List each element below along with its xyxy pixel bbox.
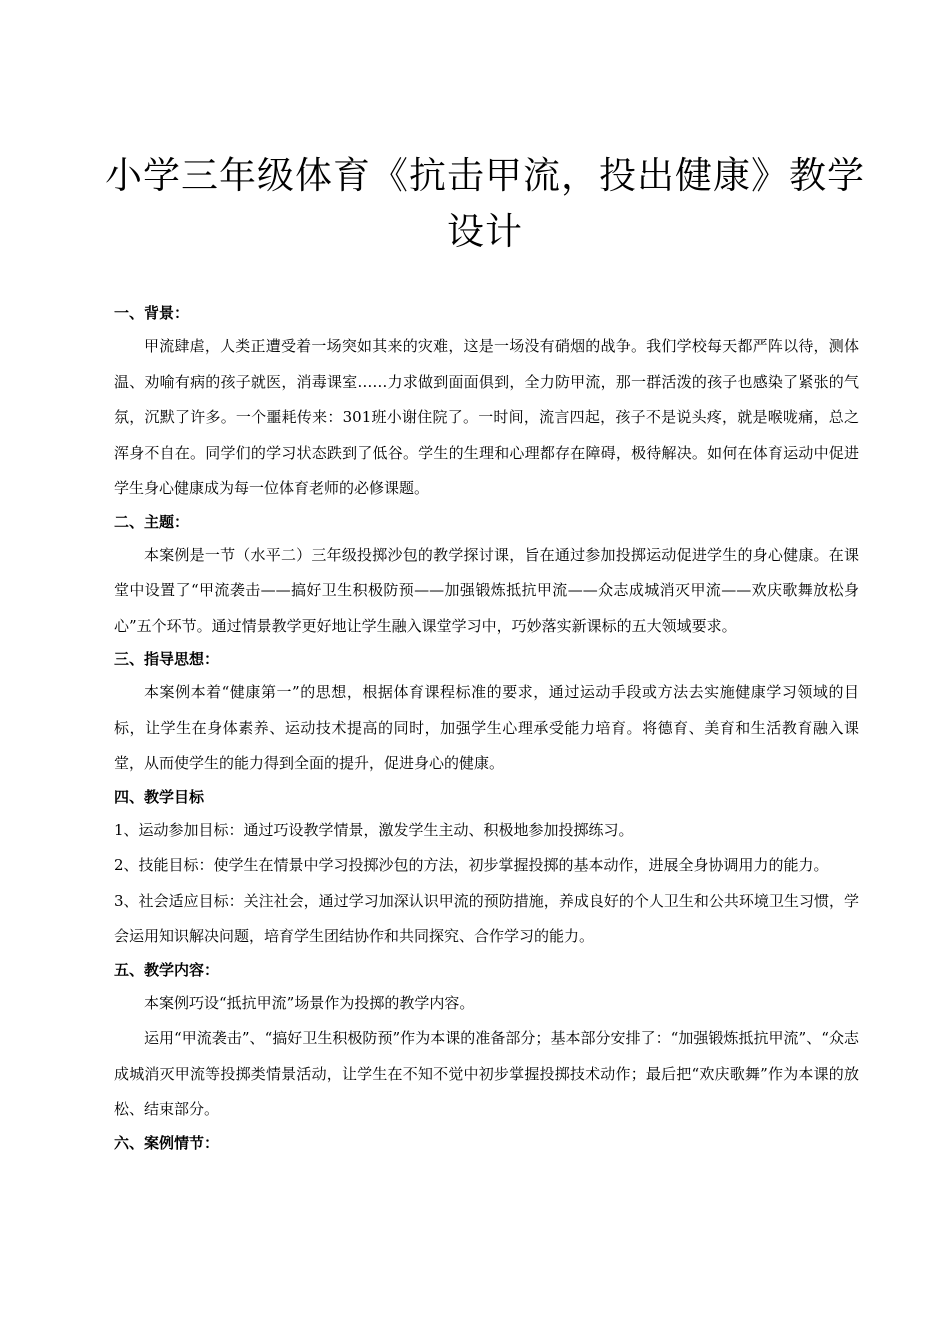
content-paragraph: 运用“甲流袭击”、“搞好卫生积极防预”作为本课的准备部分；基本部分安排了：“加强锻炼抵抗甲流”、“众志成城消灭甲流等投掷类情景活动，让学生在不知不觉中初步掌握投掷技术动作；最后把“欢庆歌舞”作为本课的放松、结束部分。 [114,1029,859,1118]
background-paragraph: 甲流肆虐，人类正遭受着一场突如其来的灾难，这是一场没有硝烟的战争。我们学校每天都严阵以待，测体温、劝喻有病的孩子就医，消毒课室……力求做到面面俱到，全力防甲流，那一群活泼的孩子也感染了紧张的气氛，沉默了许多。一个噩耗传来：301班小谢住院了。一时间，流言四起，孩子不是说头疼，就是喉咙痛，总之浑身不自在。同学们的学习状态跌到了低谷。学生的生理和心理都存在障碍，极待解决。如何在体育运动中促进学生身心健康成为每一位体育老师的必修课题。 [114,337,859,497]
section-heading-goals: 四、教学目标 [114,787,205,806]
goal-item: 1、运动参加目标：通过巧设教学情景，激发学生主动、积极地参加投掷练习。 [114,820,634,839]
section-heading-theme: 二、主题： [114,512,190,531]
section-heading-guiding: 三、指导思想： [114,650,220,668]
goal-item: 3、社会适应目标：关注社会，通过学习加深认识甲流的预防措施，养成良好的个人卫生和公共环境卫生习惯，学会运用知识解决问题，培育学生团结协作和共同探究、合作学习的能力。 [114,891,859,945]
content-paragraph: 本案例巧设“抵抗甲流”场景作为投掷的教学内容。 [144,993,475,1012]
section-heading-content: 五、教学内容： [114,960,220,979]
section-heading-background: 一、背景： [114,304,190,322]
document-title: 小学三年级体育《抗击甲流，投出健康》教学设计 [105,154,865,253]
theme-paragraph: 本案例是一节（水平二）三年级投掷沙包的教学探讨课，旨在通过参加投掷运动促进学生的身心健康。在课堂中设置了“甲流袭击——搞好卫生积极防预——加强锻炼抵抗甲流——众志成城消灭甲流——欢庆歌舞放松身心”五个环节。通过情景教学更好地让学生融入课堂学习中，巧妙落实新课标的五大领域要求。 [114,545,859,635]
goal-item: 2、技能目标：使学生在情景中学习投掷沙包的方法，初步掌握投掷的基本动作，进展全身协调用力的能力。 [114,856,829,874]
guiding-paragraph: 本案例本着“健康第一”的思想，根据体育课程标准的要求，通过运动手段或方法去实施健康学习领域的目标，让学生在身体素养、运动技术提高的同时，加强学生心理承受能力培育。将德育、美育和生活教育融入课堂，从而使学生的能力得到全面的提升，促进身心的健康。 [114,683,859,772]
section-heading-plot: 六、案例情节： [114,1133,220,1152]
document-body [114,298,859,1159]
